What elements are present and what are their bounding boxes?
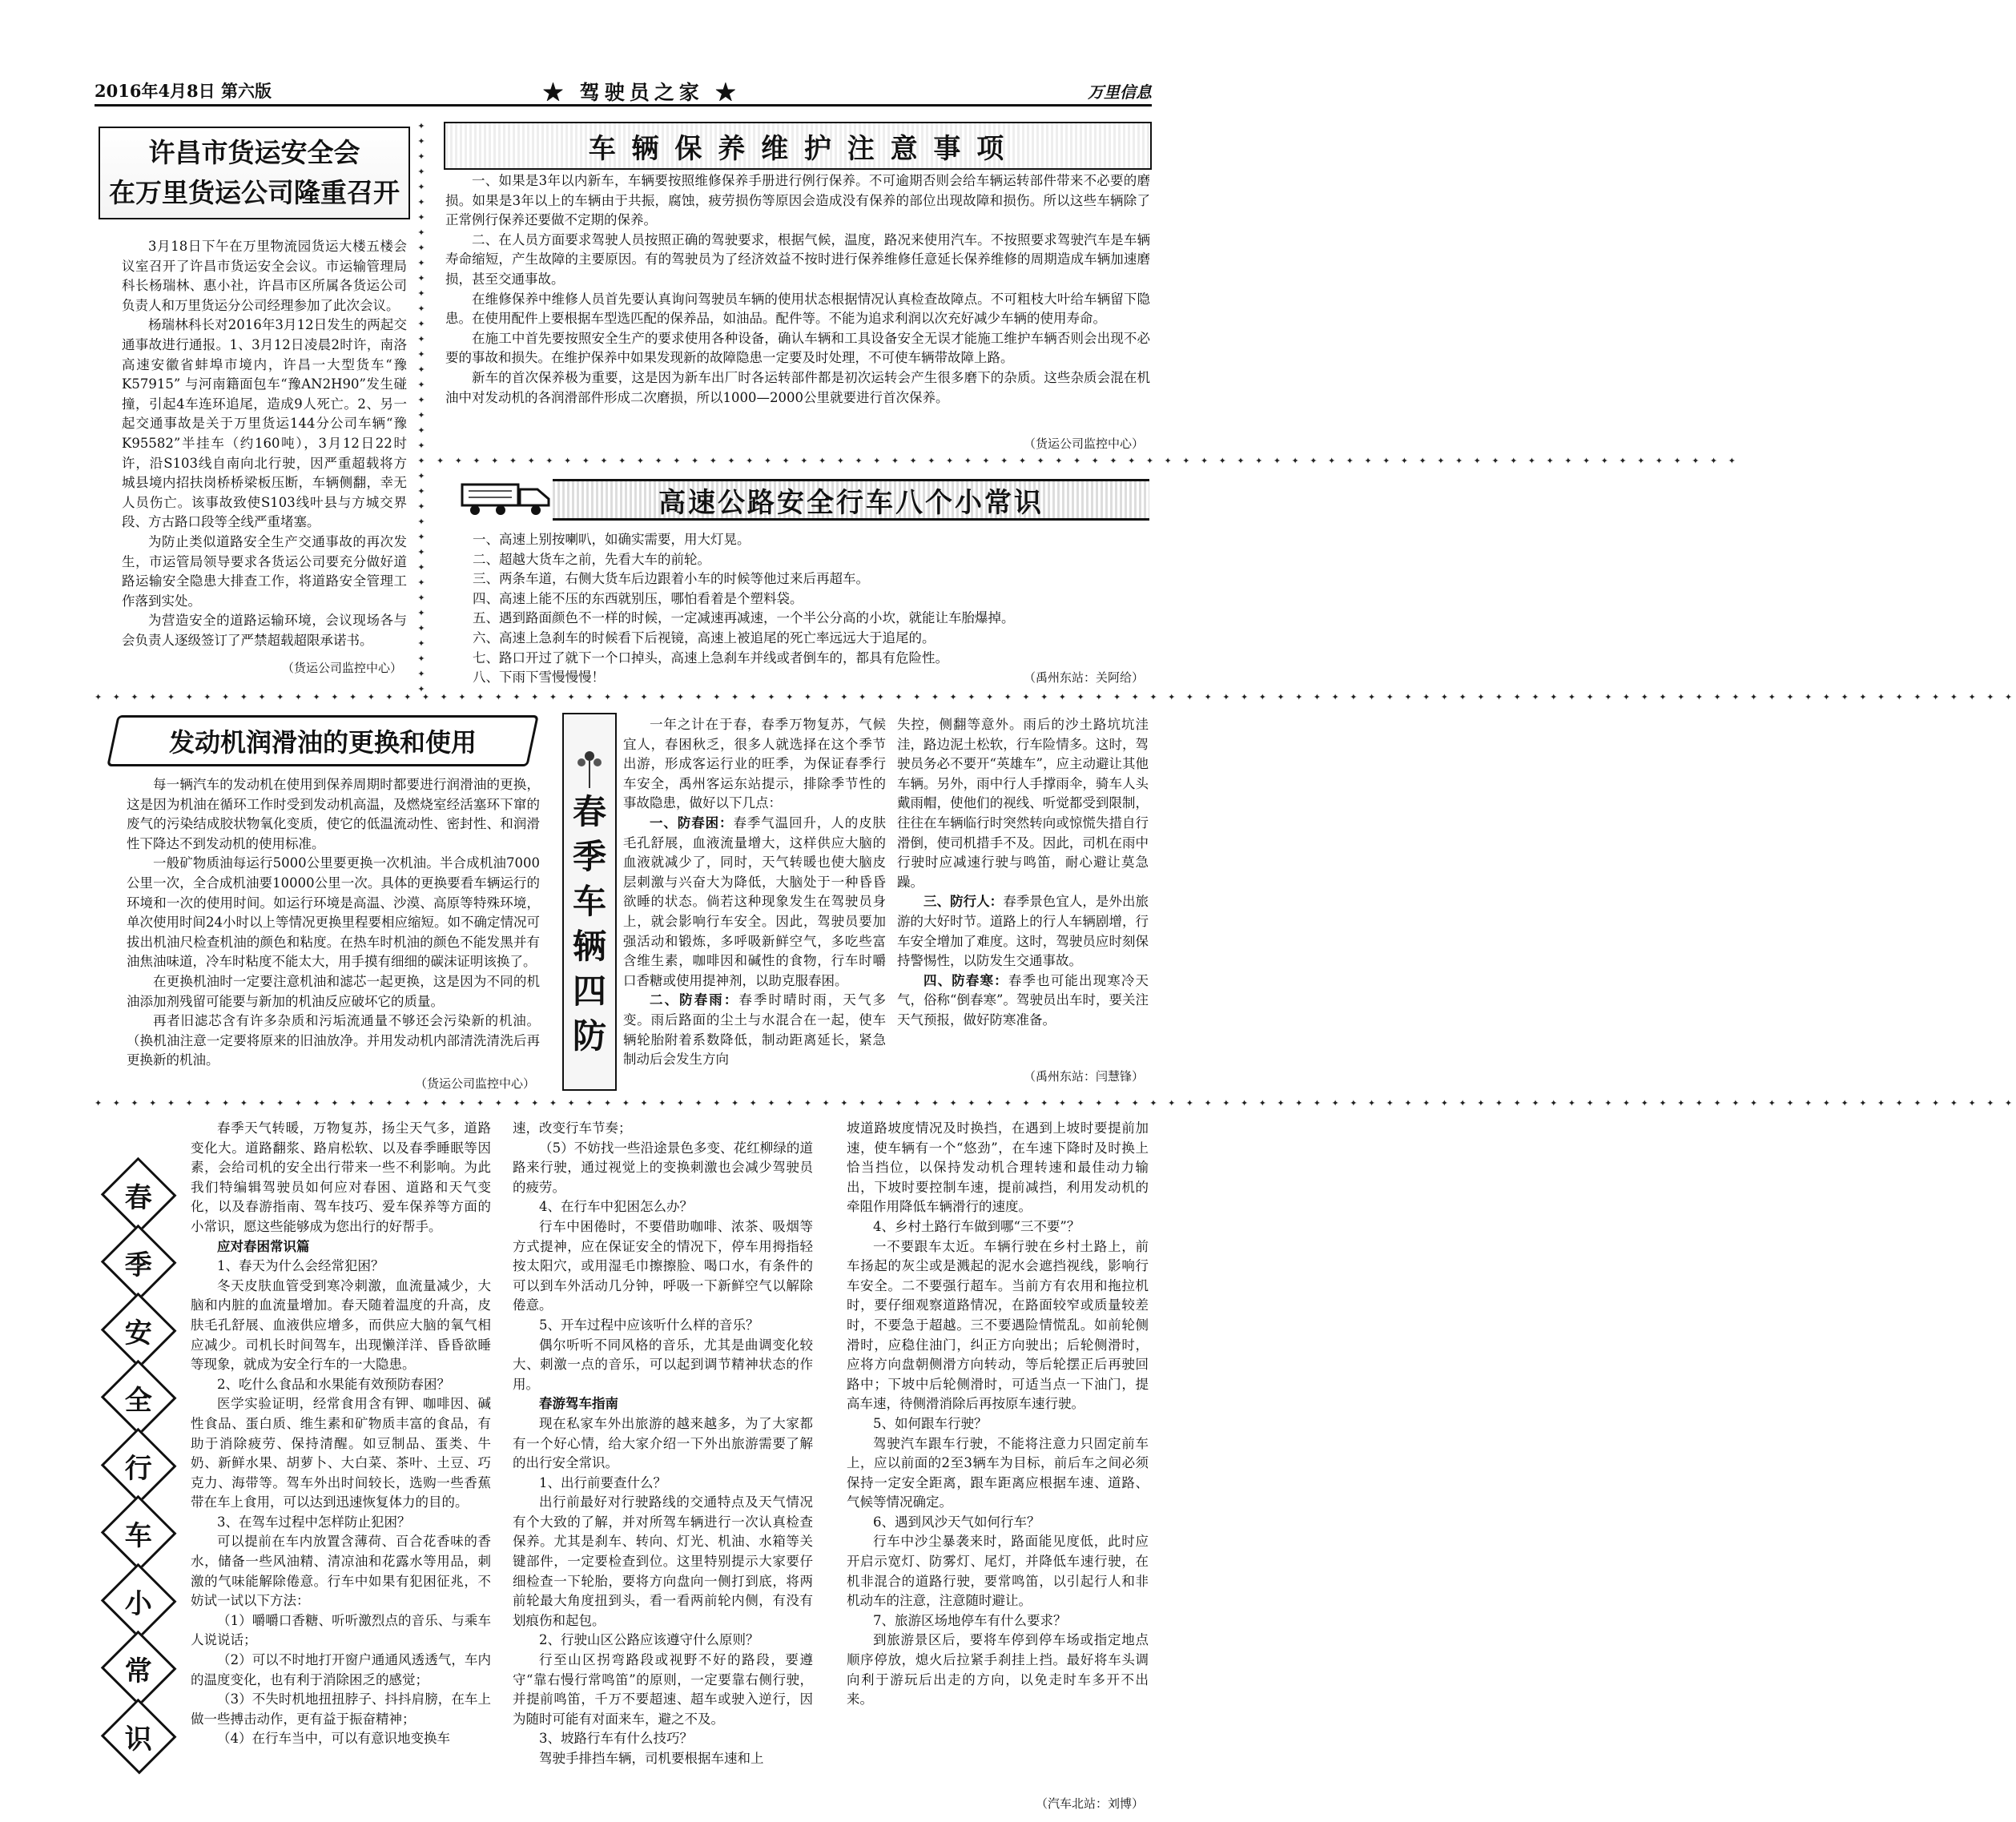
article6-paragraph: （1）嚼嚼口香糖、听听激烈点的音乐、与乘车人说说话；	[191, 1612, 491, 1648]
article5-paragraph: 失控，侧翻等意外。雨后的沙土路坑坑洼洼，路边泥土松软，行车险情多。这时，驾驶员务必不要开“英雄车”，应主动避让其他车辆。另外，雨中行人手撑雨伞，骑车人头戴雨帽，使他们的视线、听觉都受到限制，往往在车辆临行时突然转向或惊慌失措自行滑倒，使司机措手不及。因此，司机在雨中行驶时应减速行驶与鸣笛，耐心避让莫急躁。	[897, 717, 1149, 890]
article6-paragraph: 到旅游景区后，要将车停到停车场或指定地点顺序停放，熄火后拉紧手刹挂上挡。最好将车头调向利于游玩后出走的方向，以免走时车多开不出来。	[847, 1632, 1149, 1707]
article5-paragraph	[623, 991, 886, 1069]
article6-paragraph: 2、行驶山区公路应该遵守什么原则？	[539, 1632, 759, 1648]
article6-paragraph: 速，改变行车节奏；	[513, 1120, 632, 1136]
article4-paragraph: 再者旧滤芯含有许多杂质和污垢流通量不够还会污染新的机油。（换机油注意一定要将原来的旧油放净。并用发动机内部清洗清洗后再更换新的机油。	[127, 1013, 540, 1068]
title-diamond	[100, 1157, 176, 1233]
article6-paragraph: 行车中困倦时，不要借助咖啡、浓茶、吸烟等方式提神，应在保证安全的情况下，停车用拇指轻按太阳穴，或用湿毛巾擦擦脸、喝口水，有条件的可以到车外活动几分钟，呼吸一下新鲜空气以解除倦意。	[513, 1218, 813, 1313]
article5-title-char: 防	[572, 1016, 606, 1056]
article1-title-line2: 在万里货运公司隆重召开	[109, 177, 400, 208]
article5-lead: 四、防春寒：	[923, 972, 1008, 988]
article5-paragraph	[623, 814, 886, 991]
article5-title-char: 辆	[572, 927, 606, 966]
article6-column-3	[847, 1119, 1149, 1710]
article6-paragraph: 驾驶手排挡车辆，司机要根据车速和上	[539, 1751, 764, 1766]
article5-title-char: 四	[572, 971, 606, 1011]
article6-paragraph: 5、如何跟车行驶？	[873, 1415, 988, 1431]
article4-paragraph: 一般矿物质油每运行5000公里要更换一次机油。半合成机油7000公里一次，全合成机油要10000公里一次。具体的更换要看车辆运行的环境和一次的使用时间。如运行环境是高温、沙漠、高原等特殊环境，单次使用时间24小时以上等情况更换里程要相应缩短。如不确定情况可拔出机油尺检查机油的颜色和粘度。在热车时机油的颜色不能发黑并有油焦油味道，冷车时粘度不能太大，用手摸有细细的碳沫证明该换了。	[127, 855, 540, 970]
article6-title-char: 季	[125, 1249, 152, 1282]
article5-lead: 三、防行人：	[923, 894, 1004, 910]
article5-text: 春季景色宜人，是外出旅游的大好时节。道路上的行人车辆剧增，行车安全增加了难度。这时，驾驶员应时刻保持警惕性，以防发生交通事故。	[897, 894, 1149, 969]
article6-title-char: 车	[125, 1519, 152, 1552]
article4-paragraph: 在更换机油时一定要注意机油和滤芯一起更换，这是因为不同的机油添加剂残留可能要与新加的机油反应破坏它的质量。	[127, 973, 540, 1009]
column-divider: ✦✦✦✦✦✦✦✦✦✦✦✦✦✦✦✦✦✦✦✦✦✦✦✦✦✦✦✦✦✦✦✦✦✦✦✦✦✦	[417, 121, 425, 694]
article6-vertical-title	[95, 1161, 183, 1770]
article6-title-char: 全	[125, 1385, 152, 1418]
page-header	[95, 77, 1152, 107]
article6-paragraph: 5、开车过程中应该听什么样的音乐？	[539, 1317, 759, 1333]
tip-item: 三、两条车道，右侧大货车后边跟着小车的时候等他过来后再超车。	[473, 571, 869, 587]
title-diamond	[100, 1225, 176, 1301]
flower-ornament	[573, 745, 606, 790]
tip-item: 五、遇到路面颜色不一样的时候，一定减速再减速，一个半公分高的小坎，就能让车胎爆掉。	[473, 610, 1015, 626]
paper-name: ★ 驾驶员之家 ★	[543, 81, 741, 104]
article5-paragraph	[897, 971, 1149, 1031]
article4-source: （货运公司监控中心）	[414, 1076, 535, 1091]
article5-lead: 二、防春雨：	[650, 992, 739, 1008]
article5-text: 春季也可能出现寒冷天气，俗称“倒春寒”。驾驶员出车时，要关注天气预报，做好防寒准备。	[897, 972, 1149, 1028]
article6-source: （汽车北站：刘博）	[1035, 1796, 1144, 1811]
title-diamond	[100, 1293, 176, 1369]
truck-icon	[461, 478, 553, 517]
article6-paragraph: 坡道路坡度情况及时换挡，在遇到上坡时要提前加速，使车辆有一个“悠劲”，在车速下降时及时换上恰当挡位，以保持发动机合理转速和最佳动力输出，下坡时要控制车速，提前减挡，利用发动机的牵阻作用降低车辆滑行的速度。	[847, 1120, 1149, 1215]
article1-paragraph: 3月18日下午在万里物流园货运大楼五楼会议室召开了许昌市货运安全会议。市运输管理局科长杨瑞林、惠小社，许昌市区所属各货运公司负责人和万里货运分公司经理参加了此次会议。	[122, 239, 407, 313]
article3-title-band	[553, 479, 1149, 521]
article1-title-line1: 许昌市货运安全会	[148, 137, 360, 168]
section-divider: ✦ ✦ ✦ ✦ ✦ ✦ ✦ ✦ ✦ ✦ ✦ ✦ ✦ ✦ ✦ ✦ ✦ ✦ ✦ ✦ ✦ ✦ ✦ ✦ ✦ ✦ ✦ ✦ ✦ ✦ ✦ ✦ ✦ ✦ ✦ ✦ ✦ ✦ ✦ ✦ ✦ ✦ ✦ ✦ ✦ ✦ ✦ ✦ ✦ ✦ ✦ ✦ ✦ ✦ ✦ ✦ ✦ ✦ ✦ ✦ ✦ ✦ ✦ ✦ ✦ ✦ ✦ ✦ ✦ ✦ ✦ ✦	[437, 456, 1740, 466]
section-subheading: 应对春困常识篇	[217, 1238, 310, 1254]
article6-paragraph: 7、旅游区场地停车有什么要求？	[873, 1612, 1067, 1628]
section-subheading: 春游驾车指南	[539, 1396, 618, 1412]
publisher-name: 万里信息	[1088, 82, 1152, 102]
tip-item: 八、下雨下雪慢慢慢！	[473, 670, 605, 686]
article3-title: 高速公路安全行车八个小常识	[658, 486, 1044, 519]
tip-item: 七、路口开过了就下一个口掉头，高速上急刹车并线或者倒车的，都具有危险性。	[473, 650, 948, 666]
title-diamond	[100, 1698, 176, 1774]
article6-paragraph: 行车中沙尘暴袭来时，路面能见度低，此时应开启示宽灯、防雾灯、尾灯，并降低车速行驶，在机非混合的道路行驶，要常鸣笛，以引起行人和非机动车的注意，注意随时避让。	[847, 1534, 1149, 1609]
article5-lead: 一、防春困：	[650, 814, 734, 831]
tip-item: 六、高速上急刹车的时候看下后视镜，高速上被追尾的死亡率远远大于追尾的。	[473, 629, 936, 646]
section-divider: ✦ ✦ ✦ ✦ ✦ ✦ ✦ ✦ ✦ ✦ ✦ ✦ ✦ ✦ ✦ ✦ ✦ ✦ ✦ ✦ ✦ ✦ ✦ ✦ ✦ ✦ ✦ ✦ ✦ ✦ ✦ ✦ ✦ ✦ ✦ ✦ ✦ ✦ ✦ ✦ ✦ ✦ ✦ ✦ ✦ ✦ ✦ ✦ ✦ ✦ ✦ ✦ ✦ ✦ ✦ ✦ ✦ ✦ ✦ ✦ ✦ ✦ ✦ ✦ ✦ ✦ ✦ ✦ ✦ ✦ ✦ ✦ ✦ ✦ ✦ ✦ ✦ ✦ ✦ ✦ ✦ ✦ ✦ ✦ ✦ ✦ ✦ ✦ ✦ ✦ ✦ ✦ ✦ ✦ ✦ ✦ ✦ ✦ ✦ ✦ ✦ ✦ ✦ ✦ ✦ ✦	[95, 1098, 2016, 1108]
article1-paragraph: 杨瑞林科长对2016年3月12日发生的两起交通事故进行通报。1、3月12日凌晨2时许，南洛高速安徽省蚌埠市境内，许昌一大型货车“豫K57915” 与河南籍面包车“豫AN2H90”发生碰撞，引起4车连环追尾，造成9人死亡。2、另一起交通事故是关于万里货运144分公司车辆“豫K95582”半挂车（约160吨），3月12日22时许，沿S103线自南向北行驶，因严重超载将方城县境内招扶岗桥桥梁板压断，车辆侧翻，幸无人员伤亡。该事故致使S103线叶县与方城交界段、方古路口段等全线严重堵塞。	[122, 317, 407, 530]
article2-paragraph: 在维修保养中维修人员首先要认真询问驾驶员车辆的使用状态根据情况认真检查故障点。不可粗枝大叶给车辆留下隐患。在使用配件上要根据车型选匹配的保养品，如油品。配件等。不能为追求利润以次充好减少车辆的使用寿命。	[445, 291, 1150, 327]
article6-column-1	[191, 1119, 491, 1749]
article6-paragraph: （3）不失时机地扭扭脖子、抖抖肩膀，在车上做一些搏击动作，更有益于振奋精神；	[191, 1691, 491, 1727]
article6-title-char: 常	[125, 1655, 152, 1687]
article5-text: 春季时晴时雨，天气多变。雨后路面的尘土与水混合在一起，使车辆轮胎附着系数降低，制动距离延长，紧急制动后会发生方向	[623, 992, 887, 1068]
article6-paragraph: 驾驶汽车跟车行驶，不能将注意力只固定前车上，应以前面的2至3辆车为目标，前后车之间必须保持一定安全距离，跟车距离应根据车速、道路、气候等情况确定。	[847, 1435, 1149, 1510]
article6-title-char: 春	[125, 1181, 152, 1214]
article6-paragraph: （5）不妨找一些沿途景色多变、花红柳绿的道路来行驶，通过视觉上的变换刺激也会减少驾驶员的疲劳。	[513, 1140, 813, 1195]
article2-source: （货运公司监控中心）	[1023, 436, 1144, 451]
article2-paragraph: 在施工中首先要按照安全生产的要求使用各种设备，确认车辆和工具设备安全无误才能施工维护车辆否则会出现不必要的事故和损失。在维护保养中如果发现新的故障隐患一定要及时处理，不可使车辆带故障上路。	[445, 330, 1150, 366]
article6-paragraph: 一不要跟车太近。车辆行驶在乡村土路上，前车扬起的灰尘或是溅起的泥水会遮挡视线，影响行车安全。二不要强行超车。当前方有农用和拖拉机时，要仔细观察道路情况，在路面较窄或质量较差时，不要急于超越。三不要遇险情慌乱。如前轮侧滑时，应稳住油门，纠正方向驶出；后轮侧滑时，应将方向盘朝侧滑方向转动，等后轮摆正后再驶回路中；下坡中后轮侧滑时，可适当点一下油门，提高车速，待侧滑消除后再按原车速行驶。	[847, 1238, 1149, 1412]
article6-paragraph: 4、乡村土路行车做到哪“三不要”？	[873, 1218, 1080, 1234]
article5-paragraph: 一年之计在于春，春季万物复苏，气候宜人，春困秋乏，很多人就选择在这个季节出游，形成客运行业的旺季，为保证春季行车安全，禹州客运东站提示，排除季节性的事故隐患，做好以下几点：	[623, 717, 886, 811]
tip-item: 四、高速上能不压的东西就别压，哪怕看着是个塑料袋。	[473, 590, 803, 606]
article5-title-char: 季	[572, 837, 606, 876]
article6-paragraph: 2、吃什么食品和水果能有效预防春困？	[217, 1376, 450, 1392]
article4-title	[107, 715, 539, 766]
article6-paragraph: 3、坡路行车有什么技巧？	[539, 1731, 693, 1747]
article6-title-char: 行	[125, 1452, 152, 1485]
issue-date-page: 2016年4月8日 第六版	[95, 81, 272, 101]
article6-paragraph: 现在私家车外出旅游的越来越多，为了大家都有一个好心情，给大家介绍一下外出旅游需要了解的出行安全常识。	[513, 1415, 813, 1471]
article3-list	[473, 530, 1145, 688]
article5-title-char: 春	[572, 792, 606, 831]
article6-paragraph: （4）在行车当中，可以有意识地变换车	[217, 1731, 450, 1747]
article6-paragraph: 1、春天为什么会经常犯困？	[217, 1258, 384, 1274]
article2-body	[445, 171, 1150, 408]
article2-title-text: 车 辆 保 养 维 护 注 意 事 项	[588, 132, 1008, 165]
article4-paragraph: 每一辆汽车的发动机在使用到保养周期时都要进行润滑油的更换，这是因为机油在循环工作时受到发动机高温，及燃烧室经活塞环下窜的废气的污染结成胶状物氧化变质，使它的低温流动性、密封性、和润滑性下降达不到发动机的使用标准。	[127, 777, 540, 851]
article6-title-char: 小	[125, 1587, 152, 1620]
article2-paragraph: 二、在人员方面要求驾驶人员按照正确的驾驶要求，根据气候，温度，路况来使用汽车。不按照要求驾驶汽车是车辆寿命缩短，产生故障的主要原因。有的驾驶员为了经济效益不按时进行保养维修任意延长保养维修的周期造成车辆加速磨损，甚至交通事故。	[445, 231, 1150, 287]
article6-title-char: 识	[125, 1723, 152, 1756]
section-divider: ✦ ✦ ✦ ✦ ✦ ✦ ✦ ✦ ✦ ✦ ✦ ✦ ✦ ✦ ✦ ✦ ✦ ✦ ✦ ✦ ✦ ✦ ✦ ✦ ✦ ✦ ✦ ✦ ✦ ✦ ✦ ✦ ✦ ✦ ✦ ✦ ✦ ✦ ✦ ✦ ✦ ✦ ✦ ✦ ✦ ✦ ✦ ✦ ✦ ✦ ✦ ✦ ✦ ✦ ✦ ✦ ✦ ✦ ✦ ✦ ✦ ✦ ✦ ✦ ✦ ✦ ✦ ✦ ✦ ✦ ✦ ✦ ✦ ✦ ✦ ✦ ✦ ✦ ✦ ✦ ✦ ✦ ✦ ✦ ✦ ✦ ✦ ✦ ✦ ✦ ✦ ✦ ✦ ✦ ✦ ✦ ✦ ✦ ✦ ✦ ✦ ✦ ✦ ✦ ✦ ✦	[95, 692, 2016, 702]
article6-paragraph: （2）可以不时地打开窗户通通风透透气，车内的温度变化，也有利于消除困乏的感觉；	[191, 1652, 491, 1687]
tip-item: 一、高速上别按喇叭，如确实需要，用大灯晃。	[473, 532, 750, 547]
article6-title-char: 安	[125, 1317, 152, 1349]
title-diamond	[100, 1495, 176, 1571]
article1-body	[122, 237, 407, 650]
article4-title-text: 发动机润滑油的更换和使用	[168, 727, 477, 758]
article6-paragraph: 可以提前在车内放置含薄荷、百合花香味的香水，储备一些风油精、清凉油和花露水等用品，刺激的气味能解除倦意。行车中如果有犯困征兆，不妨试一试以下方法：	[191, 1534, 491, 1609]
article5-column-2	[897, 715, 1149, 1031]
article6-paragraph: 偶尔听听不同风格的音乐，尤其是曲调变化较大、刺激一点的音乐，可以起到调节精神状态的作用。	[513, 1337, 813, 1392]
article4-body	[127, 775, 540, 1071]
article5-column-1	[623, 715, 886, 1070]
article1-paragraph: 为营造安全的道路运输环境，会议现场各与会负责人逐级签订了严禁超载超限承诺书。	[122, 613, 407, 648]
article6-column-2	[513, 1119, 813, 1769]
article6-paragraph: 1、出行前要查什么？	[539, 1474, 666, 1490]
article6-paragraph: 医学实验证明，经常食用含有钾、咖啡因、碱性食品、蛋白质、维生素和矿物质丰富的食品，有助于消除疲劳、保持清醒。如豆制品、蛋类、牛奶、新鲜水果、胡萝卜、大白菜、茶叶、土豆、巧克力、海带等。驾车外出时间较长，选购一些香蕉带在车上食用，可以达到迅速恢复体力的目的。	[191, 1396, 491, 1510]
title-diamond	[100, 1427, 176, 1503]
article6-paragraph: 6、遇到风沙天气如何行车？	[873, 1514, 1040, 1530]
article6-paragraph: 4、在行车中犯困怎么办？	[539, 1199, 693, 1215]
article1-title-block	[99, 127, 410, 219]
article2-title	[444, 122, 1152, 170]
article6-paragraph: 行至山区拐弯路段或视野不好的路段，要遵守“靠右慢行常鸣笛”的原则，一定要靠右侧行驶，并提前鸣笛，千万不要超速、超车或驶入逆行，因为随时可能有对面来车，避之不及。	[513, 1652, 813, 1727]
title-diamond	[100, 1360, 176, 1436]
title-diamond	[100, 1563, 176, 1639]
article5-vertical-title	[562, 713, 617, 1091]
tip-item: 二、超越大货车之前，先看大车的前轮。	[473, 551, 710, 567]
article6-paragraph: 冬天皮肤血管受到寒冷刺激，血流量减少，大脑和内脏的血流量增加。春天随着温度的升高，皮肤毛孔舒展、血液供应增多，而供应大脑的氧气相应减少。司机长时间驾车，出现懒洋洋、昏昏欲睡等现象，就成为安全行车的一大隐患。	[191, 1277, 491, 1373]
article3-source: （禹州东站：关阿给）	[1023, 670, 1144, 685]
article5-title-char: 车	[572, 882, 606, 921]
article5-source: （禹州东站：闫慧锋）	[1023, 1069, 1144, 1084]
article1-source: （货运公司监控中心）	[281, 661, 402, 675]
article6-paragraph: 春季天气转暖，万物复苏，扬尘天气多，道路变化大。道路翻浆、路肩松软、以及春季睡眠等因素，会给司机的安全出行带来一些不利影响。为此我们特编辑驾驶员如何应对春困、道路和天气变化，以及春游指南、驾车技巧、爱车保养等方面的小常识，愿这些能够成为您出行的好帮手。	[191, 1120, 491, 1234]
article2-paragraph: 一、如果是3年以内新车，车辆要按照维修保养手册进行例行保养。不可逾期否则会给车辆运转部件带来不必要的磨损。如果是3年以上的车辆由于共振，腐蚀，疲劳损伤等原因会造成没有保养的部位出现故障和损伤。所以这些车辆除了正常例行保养还要做不定期的保养。	[445, 173, 1150, 228]
article6-paragraph: 出行前最好对行驶路线的交通特点及天气情况有个大致的了解，并对所驾车辆进行一次认真检查保养。尤其是刹车、转向、灯光、机油、水箱等关键部件，一定要检查到位。这里特别提示大家要仔细检查一下轮胎，要将方向盘向一侧打到底，将两前轮最大角度扭到头，看一看两前轮内侧，有没有划痕伤和起包。	[513, 1494, 813, 1628]
article6-paragraph: 3、在驾车过程中怎样防止犯困？	[217, 1514, 411, 1530]
article5-text: 春季气温回升，人的皮肤毛孔舒展，血液流量增大，这样供应大脑的血液就减少了，同时，天气转暖也使大脑皮层刺激与兴奋大为降低，大脑处于一种昏昏欲睡的状态。倘若这种现象发生在驾驶员身上，就会影响行车安全。因此，驾驶员要加强活动和锻炼，多呼吸新鲜空气，多吃些富含维生素，咖啡因和碱性的食物，行车时嚼口香糖或使用提神剂，以助克服春困。	[623, 814, 886, 988]
article5-paragraph	[897, 892, 1149, 971]
title-diamond	[100, 1631, 176, 1707]
article2-paragraph: 新车的首次保养极为重要，这是因为新车出厂时各运转部件都是初次运转会产生很多磨下的杂质。这些杂质会混在机油中对发动机的各润滑部件形成二次磨损，所以1000—2000公里就要进行首次保养。	[445, 369, 1150, 405]
article1-paragraph: 为防止类似道路安全生产交通事故的再次发生，市运管局领导要求各货运公司要充分做好道路运输安全隐患大排查工作，将道路安全管理工作落到实处。	[122, 533, 407, 609]
